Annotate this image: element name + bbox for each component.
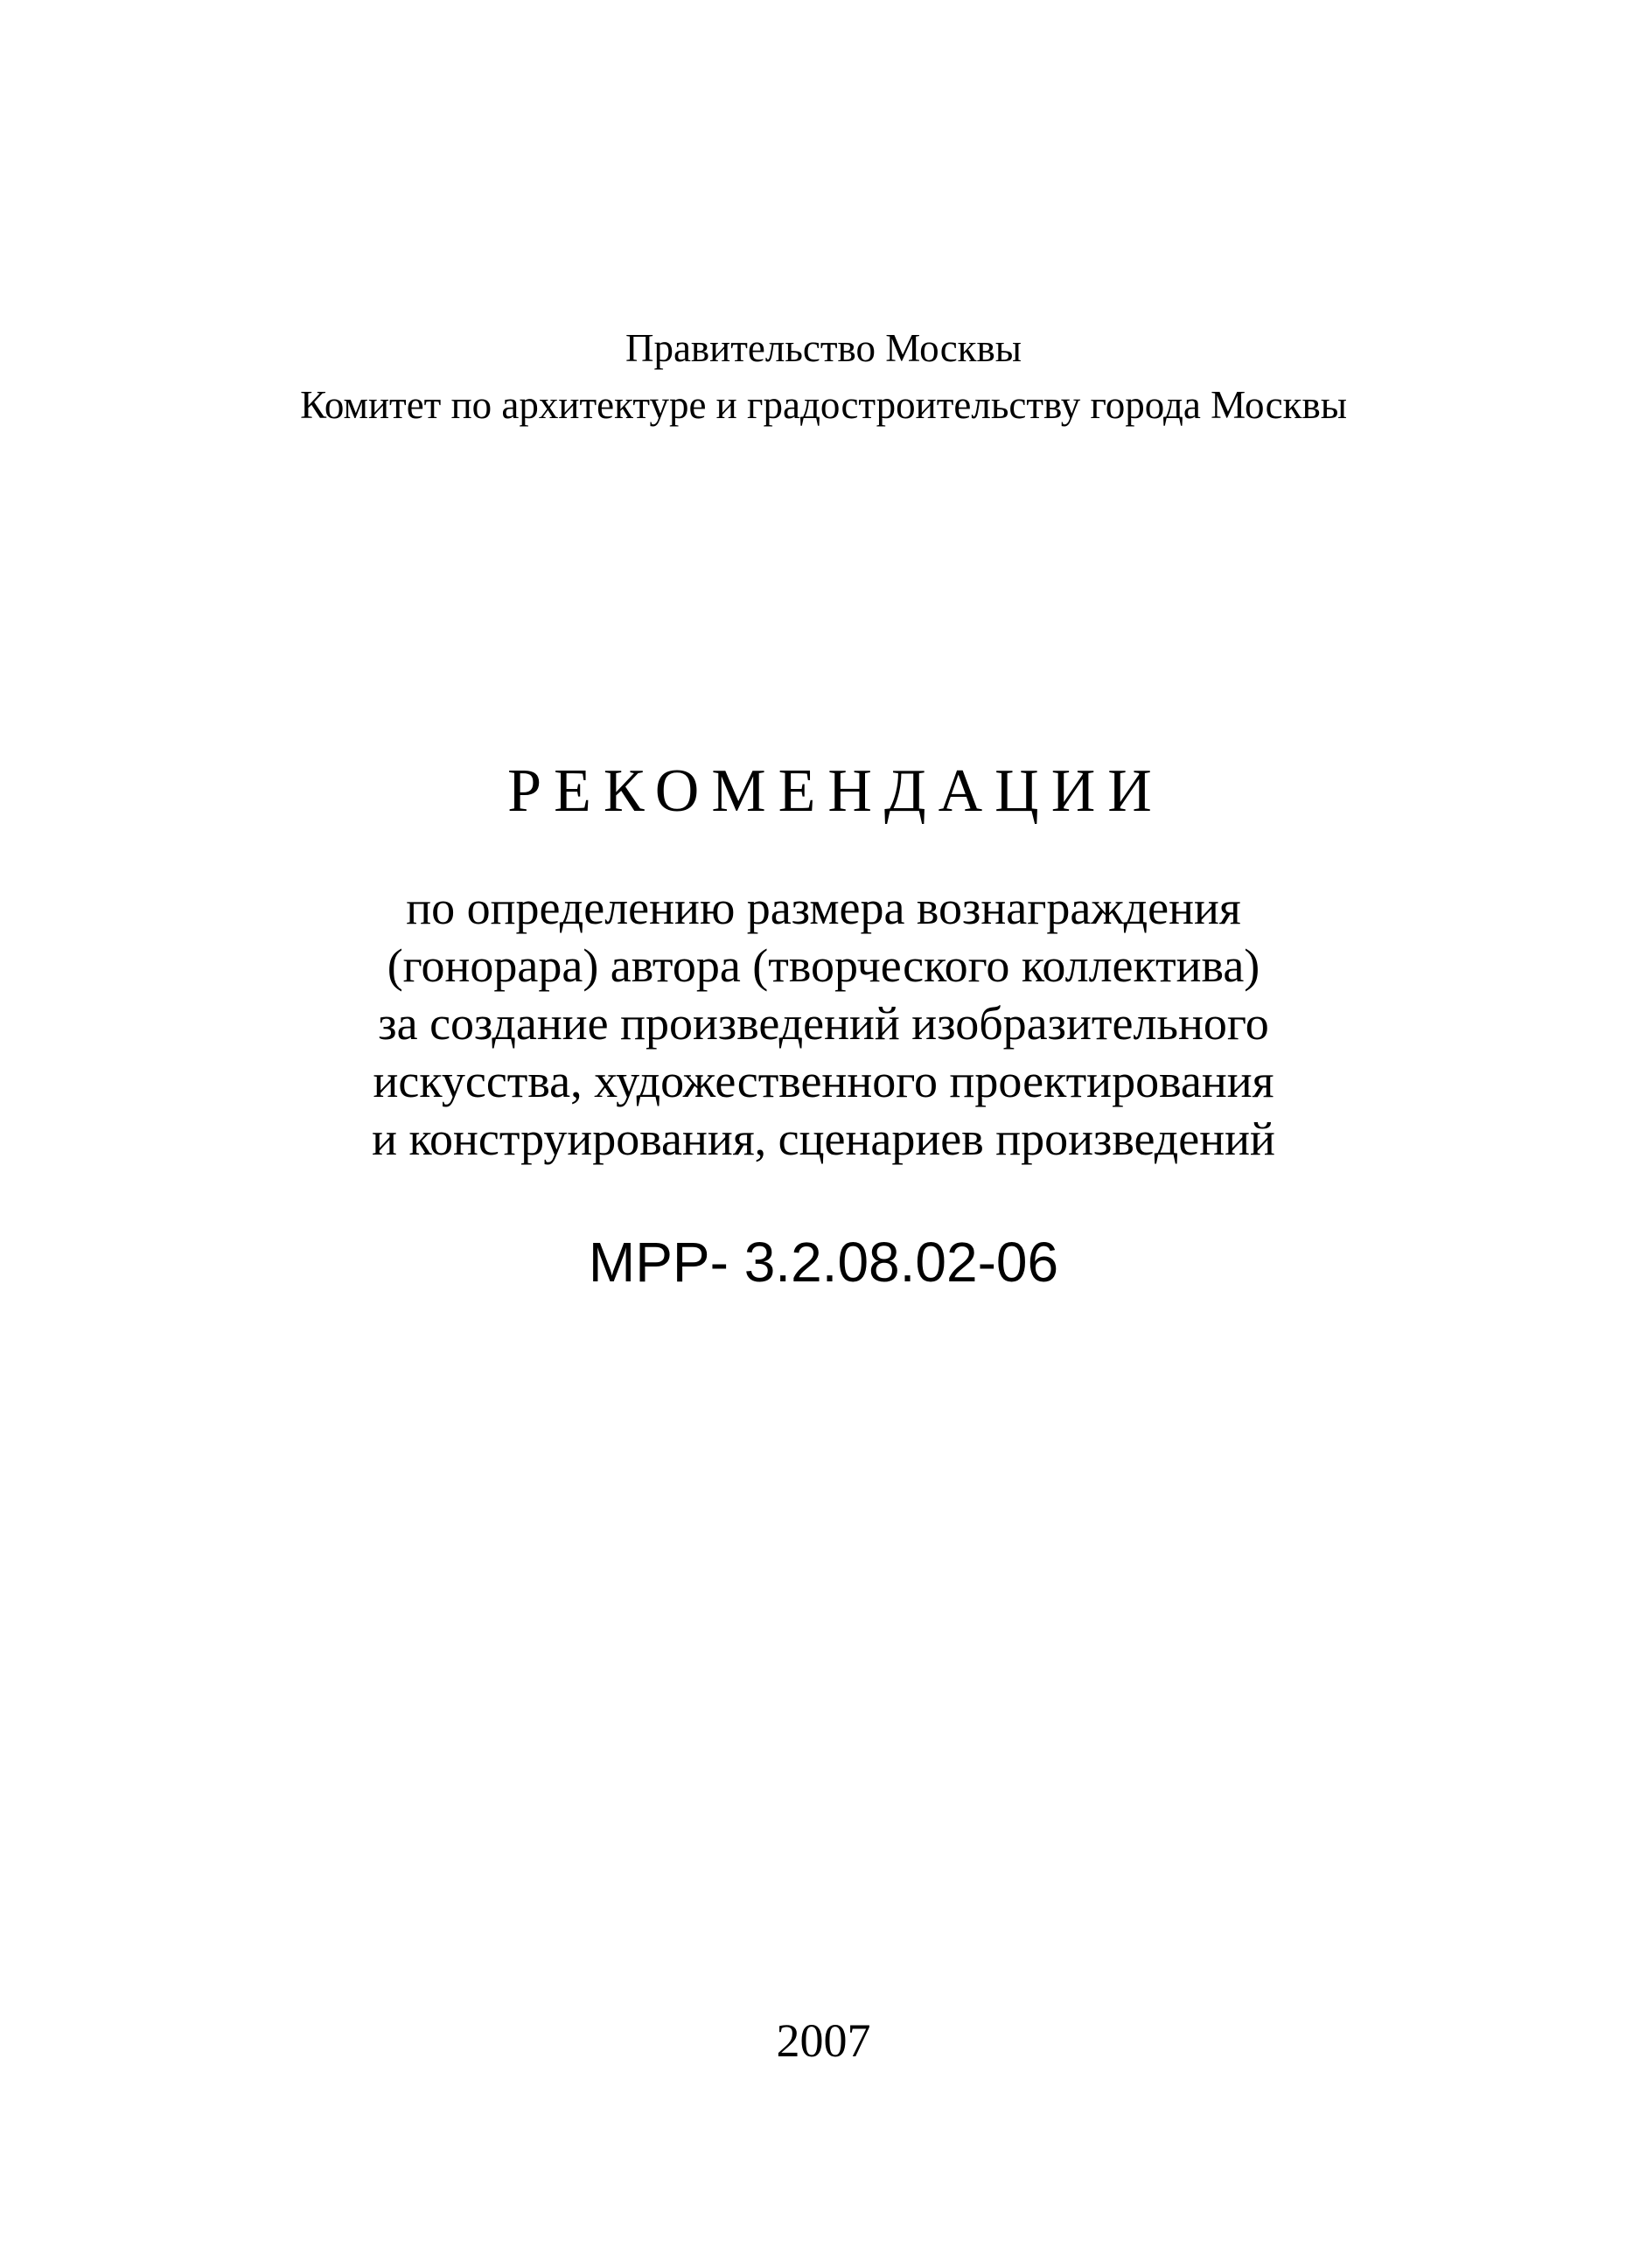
subtitle-line-1: по определению размера вознаграждения bbox=[406, 882, 1241, 934]
publication-year: 2007 bbox=[776, 2014, 871, 2067]
document-title: РЕКОМЕНДАЦИИ bbox=[507, 757, 1164, 825]
organization-name-line-2: Комитет по архитектуре и градостроительству города Москвы bbox=[300, 383, 1347, 427]
subtitle-line-2: (гонорара) автора (творческого коллектива) bbox=[387, 939, 1260, 992]
organization-name-line-1: Правительство Москвы bbox=[625, 326, 1022, 370]
subtitle-line-5: и конструирования, сценариев произведений bbox=[372, 1113, 1275, 1165]
subtitle-line-4: искусства, художественного проектирования bbox=[373, 1055, 1274, 1107]
subtitle-line-3: за создание произведений изобразительного bbox=[378, 997, 1269, 1050]
document-code: МРР- 3.2.08.02-06 bbox=[588, 1231, 1059, 1294]
